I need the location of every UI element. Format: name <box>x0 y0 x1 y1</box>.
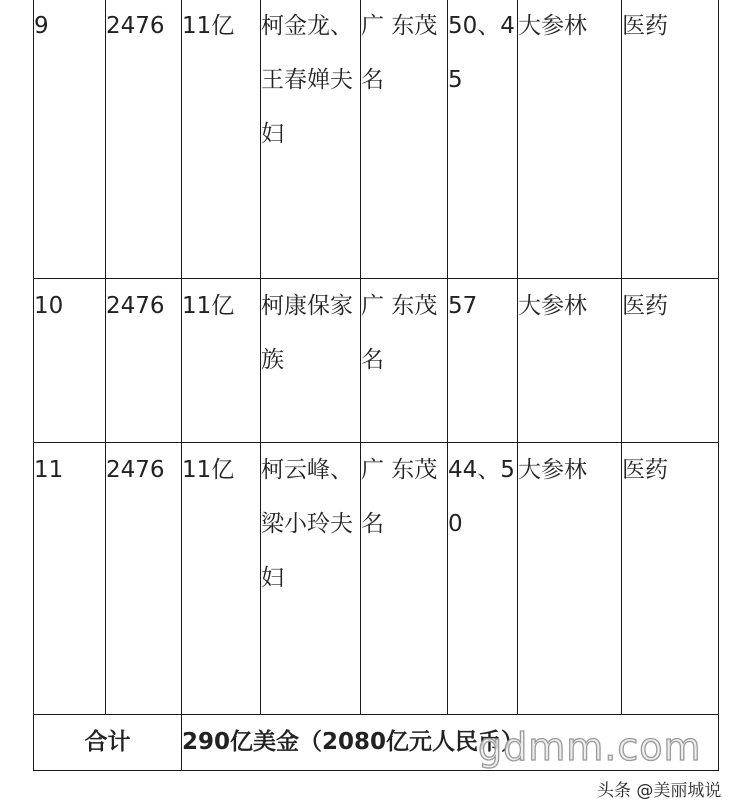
source-credit: 头条 @美丽城说 <box>597 781 722 801</box>
watermark: gdmm.com <box>478 725 702 769</box>
name-cell: 柯云峰、梁小玲夫妇 <box>261 443 361 715</box>
industry-cell: 医药 <box>622 443 719 715</box>
company-cell: 大参林 <box>518 279 622 443</box>
region-cell: 广 东茂名 <box>361 279 448 443</box>
company-cell: 大参林 <box>518 443 622 715</box>
age-cell: 50、45 <box>448 0 518 279</box>
total-label: 合计 <box>34 715 182 771</box>
region-cell: 广 东茂名 <box>361 0 448 279</box>
name-cell: 柯康保家族 <box>261 279 361 443</box>
age-cell: 57 <box>448 279 518 443</box>
company-cell: 大参林 <box>518 0 622 279</box>
rank-cell: 11 <box>34 443 106 715</box>
table-row <box>34 443 719 715</box>
assets-cell: 2476 <box>106 443 182 715</box>
wealth-cell: 11亿 <box>182 443 261 715</box>
assets-cell: 2476 <box>106 0 182 279</box>
rank-cell: 9 <box>34 0 106 279</box>
rank-cell: 10 <box>34 279 106 443</box>
ranking-table <box>33 0 719 771</box>
region-cell: 广 东茂名 <box>361 443 448 715</box>
industry-cell: 医药 <box>622 279 719 443</box>
table-row <box>34 279 719 443</box>
industry-cell: 医药 <box>622 0 719 279</box>
assets-cell: 2476 <box>106 279 182 443</box>
total-value: 290亿美金（2080亿元人民币） <box>182 715 719 771</box>
table-row <box>34 0 719 279</box>
name-cell: 柯金龙、王春婵夫妇 <box>261 0 361 279</box>
age-cell: 44、50 <box>448 443 518 715</box>
wealth-cell: 11亿 <box>182 279 261 443</box>
wealth-cell: 11亿 <box>182 0 261 279</box>
